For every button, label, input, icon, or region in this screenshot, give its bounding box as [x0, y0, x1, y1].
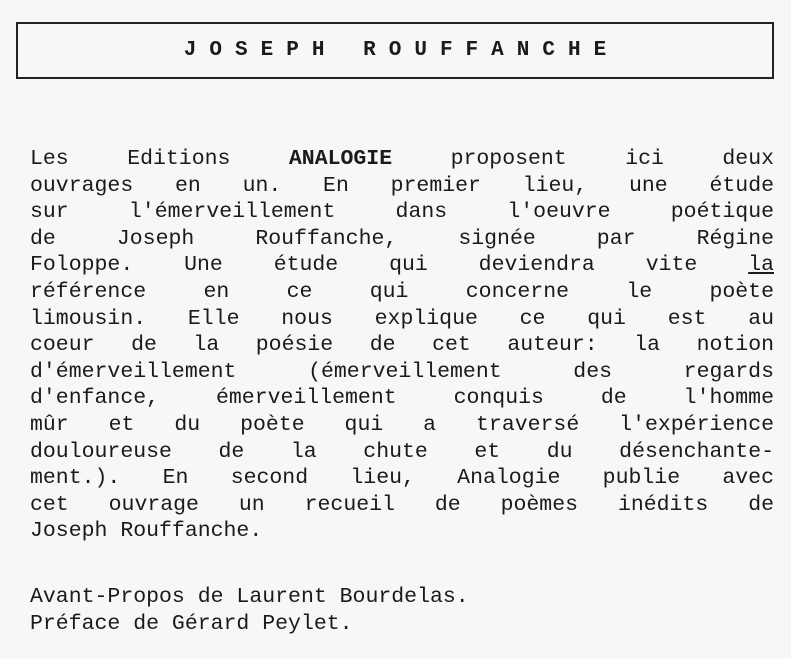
publisher-name: ANALOGIE — [288, 147, 393, 171]
foreword-credit: Avant-Propos de Laurent Bourdelas. — [30, 585, 469, 609]
paragraph-line: de Joseph Rouffanche, signée par Régine — [30, 226, 774, 251]
paragraph-line: Joseph Rouffanche. — [30, 519, 263, 544]
paragraph-line: ment.). En second lieu, Analogie publie avec — [30, 466, 774, 491]
title-box — [16, 22, 774, 79]
paragraph-line: mûr et du poète qui a traversé l'expérience — [30, 412, 774, 437]
paragraph-line: limousin. Elle nous explique ce qui est au — [30, 306, 774, 331]
text-segment: Foloppe. Une étude qui deviendra vite — [30, 253, 749, 278]
paragraph-line: d'émerveillement (émerveillement des regards — [30, 359, 774, 384]
text-segment: proposent ici deux — [392, 147, 774, 171]
paragraph-line — [30, 146, 774, 173]
paragraph-line: ouvrages en un. En premier lieu, une étude — [30, 173, 774, 198]
underlined-word: la — [748, 253, 774, 278]
paragraph-line: coeur de la poésie de cet auteur: la notion — [30, 333, 774, 358]
page-title: JOSEPH ROUFFANCHE — [183, 39, 620, 62]
paragraph-line: sur l'émerveillement dans l'oeuvre poétique — [30, 200, 774, 225]
paragraph-line — [30, 252, 774, 279]
text-segment: Les Editions — [30, 147, 289, 171]
preface-credit: Préface de Gérard Peylet. — [30, 611, 353, 636]
description-paragraph — [30, 146, 774, 545]
paragraph-line: d'enfance, émerveillement conquis de l'homme — [30, 386, 774, 411]
paragraph-line: douloureuse de la chute et du désenchante- — [30, 439, 774, 464]
credits — [30, 584, 469, 637]
paragraph-line: référence en ce qui concerne le poète — [30, 279, 774, 304]
paragraph-line: cet ouvrage un recueil de poèmes inédits de — [30, 492, 774, 517]
